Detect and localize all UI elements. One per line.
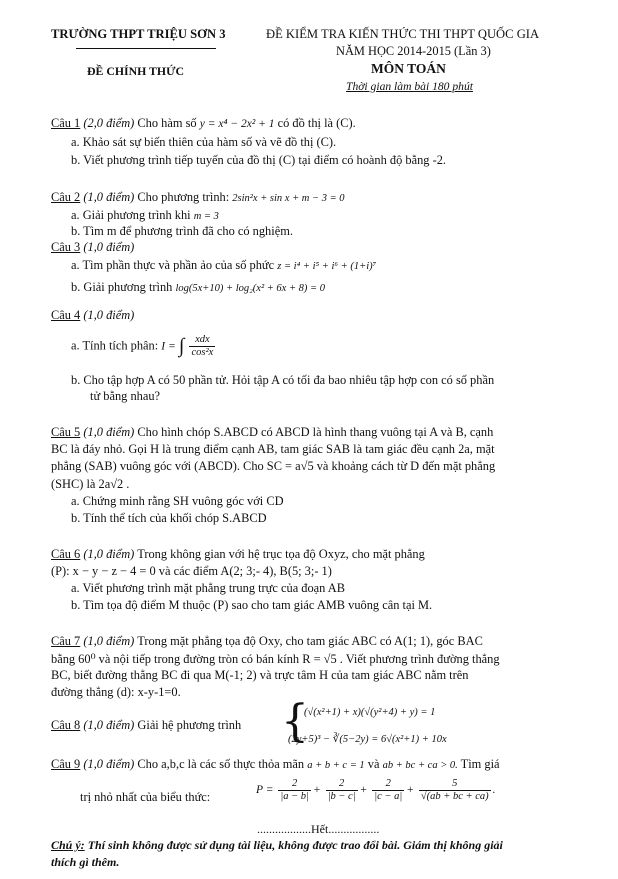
question-5b: b. Tính thể tích của khối chóp S.ABCD	[71, 511, 267, 525]
question-1a: a. Khảo sát sự biến thiên của hàm số và vẽ đồ thị (C).	[71, 135, 337, 149]
question-2a: a. Giải phương trình khi m = 3	[71, 208, 219, 222]
end-marker: ..................Hết.................	[257, 822, 380, 836]
system-brace: {	[281, 696, 309, 747]
question-7-line4: đường thẳng (d): x-y-1=0.	[51, 685, 181, 699]
system-eq1: (√(x²+1) + x)(√(y²+4) + y) = 1	[304, 707, 436, 718]
official-label: ĐỀ CHÍNH THỨC	[87, 64, 185, 78]
school-name: TRƯỜNG THPT TRIỆU SƠN 3	[51, 27, 226, 41]
question-4: Câu 4 (1,0 điểm)	[51, 308, 135, 322]
question-3b: b. Giải phương trình log(5x+10) + log₂(x² + 6x + 8) = 0	[71, 280, 326, 294]
time-limit: Thời gian làm bài 180 phút	[346, 80, 473, 93]
question-4a: a. Tính tích phân: I = ∫ $\frac{\text{xdx}}{\text{cos²x}}$	[71, 334, 214, 359]
footer-note: Chú ý: Thí sinh không được sử dụng tài liệu, không được trao đổi bài. Giám thị không giải	[51, 838, 503, 852]
subject: MÔN TOÁN	[371, 61, 446, 76]
integral-sign: ∫	[178, 335, 185, 358]
question-7-line3: BC, biết đường thẳng BC đi qua M(-1; 2) và trực tâm H của tam giác ABC nằm trên	[51, 668, 469, 682]
question-3a: a. Tìm phần thực và phần ảo của số phức z = i⁴ + i⁵ + i⁶ + (1+i)⁷	[71, 258, 377, 272]
question-1: Câu 1 (2,0 điểm) Cho hàm số y = x⁴ − 2x² + 1 có đồ thị là (C).	[51, 116, 356, 130]
question-7: Câu 7 (1,0 điểm) Trong mặt phẳng tọa độ Oxy, cho tam giác ABC có A(1; 1), góc BAC	[51, 634, 483, 648]
header-divider	[76, 48, 216, 49]
question-5-line4: (SHC) là 2a√2 .	[51, 477, 130, 491]
expression-P: P = $\frac{2}{|a - b|}$ + $\frac{2}{|b - c|}$ + $\frac{2}{|c - a|}$ + $\frac{5}{√(ab + bc + ca)}$ .	[256, 778, 496, 803]
school-year: NĂM HỌC 2014-2015 (Lần 3)	[336, 44, 491, 58]
question-4b-cont: tử bằng nhau?	[90, 389, 161, 403]
question-7-line2: bằng 60⁰ và nội tiếp trong đường tròn có bán kính R = √5 . Viết phương trình đường thẳng	[51, 652, 500, 666]
question-5a: a. Chứng minh rằng SH vuông góc với CD	[71, 494, 284, 508]
question-4b: b. Cho tập hợp A có 50 phần tử. Hỏi tập A có tối đa bao nhiêu tập hợp con có số phần	[71, 373, 495, 387]
integral-fraction: $\frac{\text{xdx}}{\text{cos²x}}$	[191, 334, 214, 359]
footer-note-cont: thích gì thêm.	[51, 855, 120, 869]
question-6b: b. Tìm tọa độ điểm M thuộc (P) sao cho tam giác AMB vuông cân tại M.	[71, 598, 433, 612]
question-8: Câu 8 (1,0 điểm) Giải hệ phương trình	[51, 718, 242, 732]
question-2: Câu 2 (1,0 điểm) Cho phương trình: 2sin²x + sin x + m − 3 = 0	[51, 190, 345, 204]
question-5-line2: BC là đáy nhỏ. Gọi H là trung điểm cạnh AB, tam giác SAB là tam giác đều cạnh 2a, mặt	[51, 442, 495, 456]
question-5-line3: phẳng (SAB) vuông góc với (ABCD). Cho SC = a√5 và khoảng cách từ D đến mặt phẳng	[51, 459, 496, 473]
question-6-line2: (P): x − y − z − 4 = 0 và các điểm A(2; 3;- 4), B(5; 3;- 1)	[51, 564, 332, 578]
question-2b: b. Tìm m để phương trình đã cho có nghiệm.	[71, 224, 293, 238]
question-9-line2: trị nhỏ nhất của biểu thức:	[80, 790, 211, 804]
question-6a: a. Viết phương trình mặt phẳng trung trực của đoạn AB	[71, 581, 345, 595]
exam-title: ĐỀ KIỂM TRA KIẾN THỨC THI THPT QUỐC GIA	[266, 27, 540, 41]
question-3: Câu 3 (1,0 điểm)	[51, 240, 135, 254]
question-9: Câu 9 (1,0 điểm) Cho a,b,c là các số thực thỏa mãn a + b + c = 1 và ab + bc + ca > 0. Tìm giá	[51, 757, 500, 771]
question-6: Câu 6 (1,0 điểm) Trong không gian với hệ trục tọa độ Oxyz, cho mặt phẳng	[51, 547, 425, 561]
question-5: Câu 5 (1,0 điểm) Cho hình chóp S.ABCD có ABCD là hình thang vuông tại A và B, cạnh	[51, 425, 494, 439]
system-eq2: (2y+5)³ − ∛(5−2y) = 6√(x²+1) + 10x	[288, 734, 447, 745]
question-1b: b. Viết phương trình tiếp tuyến của đồ thị (C) tại điểm có hoành độ bằng -2.	[71, 153, 446, 167]
